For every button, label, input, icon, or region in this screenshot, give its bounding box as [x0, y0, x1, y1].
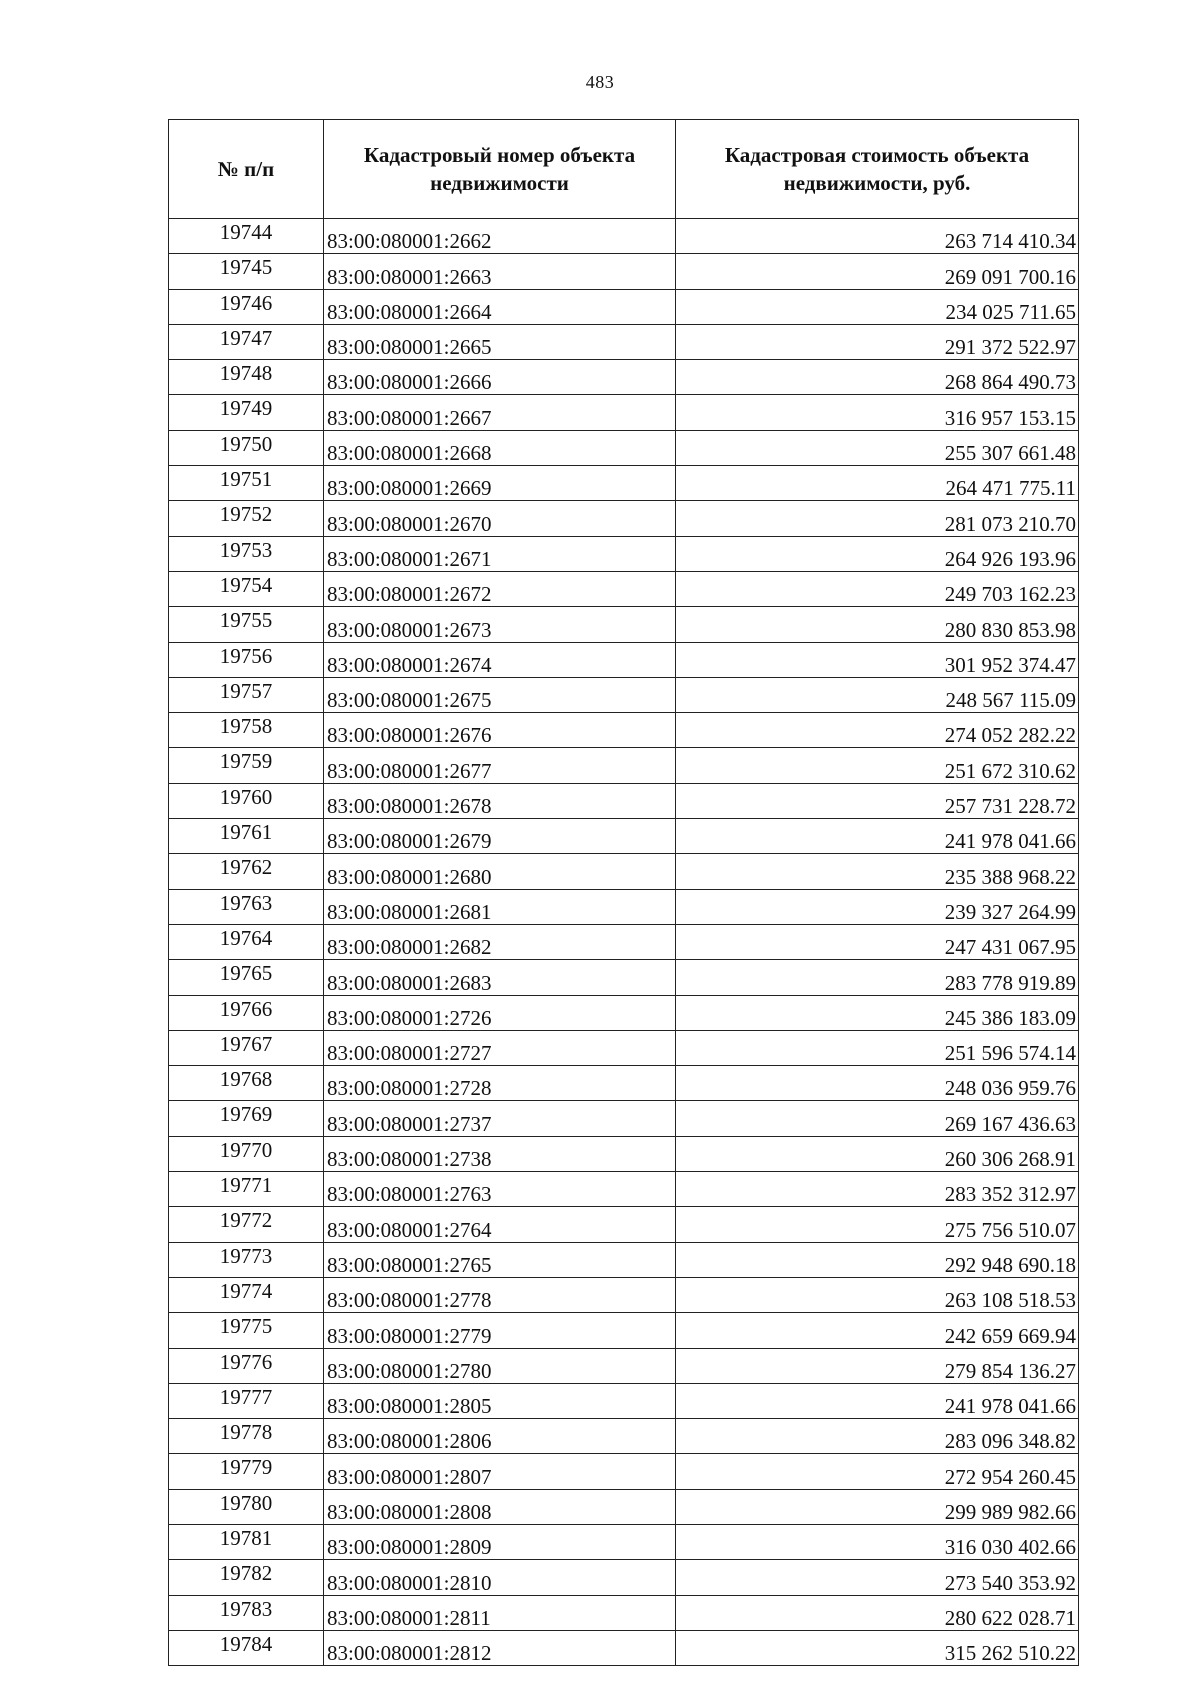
row-index: 19784	[169, 1630, 324, 1665]
cadastral-value: 234 025 711.65	[676, 289, 1079, 324]
row-index: 19755	[169, 607, 324, 642]
cadastral-number: 83:00:080001:2676	[324, 713, 676, 748]
cadastral-value: 242 659 669.94	[676, 1313, 1079, 1348]
cadastral-value: 291 372 522.97	[676, 324, 1079, 359]
table-row	[169, 466, 1079, 501]
cadastral-number: 83:00:080001:2764	[324, 1207, 676, 1242]
row-index: 19782	[169, 1560, 324, 1595]
table-row	[169, 289, 1079, 324]
table-row	[169, 571, 1079, 606]
table-row	[169, 430, 1079, 465]
row-index: 19768	[169, 1066, 324, 1101]
table-body	[169, 219, 1079, 1666]
row-index: 19751	[169, 466, 324, 501]
cadastral-value: 316 030 402.66	[676, 1524, 1079, 1559]
table-row	[169, 607, 1079, 642]
row-index: 19778	[169, 1419, 324, 1454]
row-index: 19780	[169, 1489, 324, 1524]
header-cadastral-number: Кадастровый номер объекта недвижимости	[324, 120, 676, 219]
table-row	[169, 219, 1079, 254]
cadastral-number: 83:00:080001:2664	[324, 289, 676, 324]
cadastral-number: 83:00:080001:2809	[324, 1524, 676, 1559]
cadastral-number: 83:00:080001:2674	[324, 642, 676, 677]
row-index: 19765	[169, 960, 324, 995]
row-index: 19758	[169, 713, 324, 748]
row-index: 19763	[169, 889, 324, 924]
table-row	[169, 1348, 1079, 1383]
table-row	[169, 1560, 1079, 1595]
cadastral-value: 269 167 436.63	[676, 1101, 1079, 1136]
cadastral-number: 83:00:080001:2763	[324, 1172, 676, 1207]
row-index: 19750	[169, 430, 324, 465]
table-row	[169, 254, 1079, 289]
table-row	[169, 1172, 1079, 1207]
cadastral-number: 83:00:080001:2779	[324, 1313, 676, 1348]
row-index: 19759	[169, 748, 324, 783]
row-index: 19754	[169, 571, 324, 606]
row-index: 19775	[169, 1313, 324, 1348]
cadastral-value: 257 731 228.72	[676, 783, 1079, 818]
cadastral-value: 301 952 374.47	[676, 642, 1079, 677]
table-row	[169, 1066, 1079, 1101]
cadastral-value: 272 954 260.45	[676, 1454, 1079, 1489]
table-row	[169, 1489, 1079, 1524]
cadastral-number: 83:00:080001:2666	[324, 360, 676, 395]
cadastral-value: 269 091 700.16	[676, 254, 1079, 289]
table-row	[169, 1419, 1079, 1454]
cadastral-value-table	[168, 119, 1079, 1666]
table-row	[169, 324, 1079, 359]
row-index: 19779	[169, 1454, 324, 1489]
cadastral-number: 83:00:080001:2668	[324, 430, 676, 465]
cadastral-value: 280 830 853.98	[676, 607, 1079, 642]
cadastral-value: 275 756 510.07	[676, 1207, 1079, 1242]
row-index: 19772	[169, 1207, 324, 1242]
row-index: 19777	[169, 1383, 324, 1418]
cadastral-number: 83:00:080001:2662	[324, 219, 676, 254]
cadastral-number: 83:00:080001:2807	[324, 1454, 676, 1489]
cadastral-number: 83:00:080001:2812	[324, 1630, 676, 1665]
row-index: 19744	[169, 219, 324, 254]
page-number: 483	[585, 72, 615, 92]
table-row	[169, 1313, 1079, 1348]
row-index: 19749	[169, 395, 324, 430]
cadastral-value: 241 978 041.66	[676, 819, 1079, 854]
cadastral-value: 273 540 353.92	[676, 1560, 1079, 1595]
cadastral-number: 83:00:080001:2726	[324, 995, 676, 1030]
header-cadastral-value: Кадастровая стоимость объекта недвижимости, руб.	[676, 120, 1079, 219]
cadastral-number: 83:00:080001:2665	[324, 324, 676, 359]
table-row	[169, 819, 1079, 854]
table-row	[169, 1207, 1079, 1242]
cadastral-value: 241 978 041.66	[676, 1383, 1079, 1418]
table-row	[169, 1136, 1079, 1171]
table-row	[169, 677, 1079, 712]
cadastral-value: 255 307 661.48	[676, 430, 1079, 465]
cadastral-value: 260 306 268.91	[676, 1136, 1079, 1171]
cadastral-number: 83:00:080001:2728	[324, 1066, 676, 1101]
row-index: 19745	[169, 254, 324, 289]
cadastral-number: 83:00:080001:2727	[324, 1030, 676, 1065]
table-row	[169, 642, 1079, 677]
row-index: 19748	[169, 360, 324, 395]
row-index: 19764	[169, 924, 324, 959]
row-index: 19757	[169, 677, 324, 712]
cadastral-value: 315 262 510.22	[676, 1630, 1079, 1665]
row-index: 19771	[169, 1172, 324, 1207]
table-row	[169, 1630, 1079, 1665]
cadastral-number: 83:00:080001:2669	[324, 466, 676, 501]
cadastral-value: 292 948 690.18	[676, 1242, 1079, 1277]
cadastral-number: 83:00:080001:2678	[324, 783, 676, 818]
row-index: 19767	[169, 1030, 324, 1065]
cadastral-value: 263 108 518.53	[676, 1277, 1079, 1312]
cadastral-value: 248 036 959.76	[676, 1066, 1079, 1101]
cadastral-number: 83:00:080001:2805	[324, 1383, 676, 1418]
table-row	[169, 713, 1079, 748]
cadastral-value: 283 352 312.97	[676, 1172, 1079, 1207]
cadastral-value: 235 388 968.22	[676, 854, 1079, 889]
cadastral-number: 83:00:080001:2811	[324, 1595, 676, 1630]
table-row	[169, 1277, 1079, 1312]
row-index: 19746	[169, 289, 324, 324]
table-row	[169, 1524, 1079, 1559]
table-row	[169, 1454, 1079, 1489]
cadastral-number: 83:00:080001:2806	[324, 1419, 676, 1454]
table-row	[169, 924, 1079, 959]
cadastral-value: 251 672 310.62	[676, 748, 1079, 783]
row-index: 19766	[169, 995, 324, 1030]
row-index: 19761	[169, 819, 324, 854]
cadastral-number: 83:00:080001:2670	[324, 501, 676, 536]
row-index: 19781	[169, 1524, 324, 1559]
table-row	[169, 501, 1079, 536]
cadastral-number: 83:00:080001:2672	[324, 571, 676, 606]
cadastral-number: 83:00:080001:2677	[324, 748, 676, 783]
table-row	[169, 995, 1079, 1030]
cadastral-number: 83:00:080001:2682	[324, 924, 676, 959]
cadastral-value: 248 567 115.09	[676, 677, 1079, 712]
cadastral-number: 83:00:080001:2673	[324, 607, 676, 642]
table-row	[169, 1101, 1079, 1136]
row-index: 19769	[169, 1101, 324, 1136]
cadastral-number: 83:00:080001:2681	[324, 889, 676, 924]
cadastral-value: 249 703 162.23	[676, 571, 1079, 606]
cadastral-value: 247 431 067.95	[676, 924, 1079, 959]
cadastral-value: 316 957 153.15	[676, 395, 1079, 430]
cadastral-value: 279 854 136.27	[676, 1348, 1079, 1383]
header-index: № п/п	[169, 120, 324, 219]
cadastral-number: 83:00:080001:2737	[324, 1101, 676, 1136]
table-header	[169, 120, 1079, 219]
cadastral-number: 83:00:080001:2683	[324, 960, 676, 995]
cadastral-number: 83:00:080001:2780	[324, 1348, 676, 1383]
cadastral-number: 83:00:080001:2738	[324, 1136, 676, 1171]
cadastral-number: 83:00:080001:2675	[324, 677, 676, 712]
cadastral-value: 251 596 574.14	[676, 1030, 1079, 1065]
cadastral-value: 283 778 919.89	[676, 960, 1079, 995]
cadastral-value: 264 471 775.11	[676, 466, 1079, 501]
cadastral-value: 281 073 210.70	[676, 501, 1079, 536]
row-index: 19774	[169, 1277, 324, 1312]
cadastral-number: 83:00:080001:2679	[324, 819, 676, 854]
row-index: 19747	[169, 324, 324, 359]
table-row	[169, 748, 1079, 783]
table-row	[169, 960, 1079, 995]
cadastral-number: 83:00:080001:2680	[324, 854, 676, 889]
cadastral-number: 83:00:080001:2671	[324, 536, 676, 571]
table-row	[169, 1030, 1079, 1065]
row-index: 19752	[169, 501, 324, 536]
table-row	[169, 1242, 1079, 1277]
table-row	[169, 783, 1079, 818]
table-row	[169, 1383, 1079, 1418]
table-row	[169, 536, 1079, 571]
row-index: 19776	[169, 1348, 324, 1383]
cadastral-number: 83:00:080001:2778	[324, 1277, 676, 1312]
cadastral-value: 245 386 183.09	[676, 995, 1079, 1030]
cadastral-number: 83:00:080001:2765	[324, 1242, 676, 1277]
cadastral-number: 83:00:080001:2663	[324, 254, 676, 289]
row-index: 19770	[169, 1136, 324, 1171]
cadastral-value: 299 989 982.66	[676, 1489, 1079, 1524]
cadastral-number: 83:00:080001:2810	[324, 1560, 676, 1595]
row-index: 19753	[169, 536, 324, 571]
table-row	[169, 395, 1079, 430]
cadastral-value: 283 096 348.82	[676, 1419, 1079, 1454]
row-index: 19773	[169, 1242, 324, 1277]
table-row	[169, 854, 1079, 889]
cadastral-value: 268 864 490.73	[676, 360, 1079, 395]
cadastral-value: 280 622 028.71	[676, 1595, 1079, 1630]
cadastral-value: 264 926 193.96	[676, 536, 1079, 571]
row-index: 19762	[169, 854, 324, 889]
table-row	[169, 889, 1079, 924]
cadastral-value: 239 327 264.99	[676, 889, 1079, 924]
row-index: 19783	[169, 1595, 324, 1630]
cadastral-value: 274 052 282.22	[676, 713, 1079, 748]
row-index: 19756	[169, 642, 324, 677]
cadastral-value: 263 714 410.34	[676, 219, 1079, 254]
header-row	[169, 120, 1079, 219]
cadastral-number: 83:00:080001:2667	[324, 395, 676, 430]
table-row	[169, 1595, 1079, 1630]
cadastral-number: 83:00:080001:2808	[324, 1489, 676, 1524]
row-index: 19760	[169, 783, 324, 818]
table-row	[169, 360, 1079, 395]
